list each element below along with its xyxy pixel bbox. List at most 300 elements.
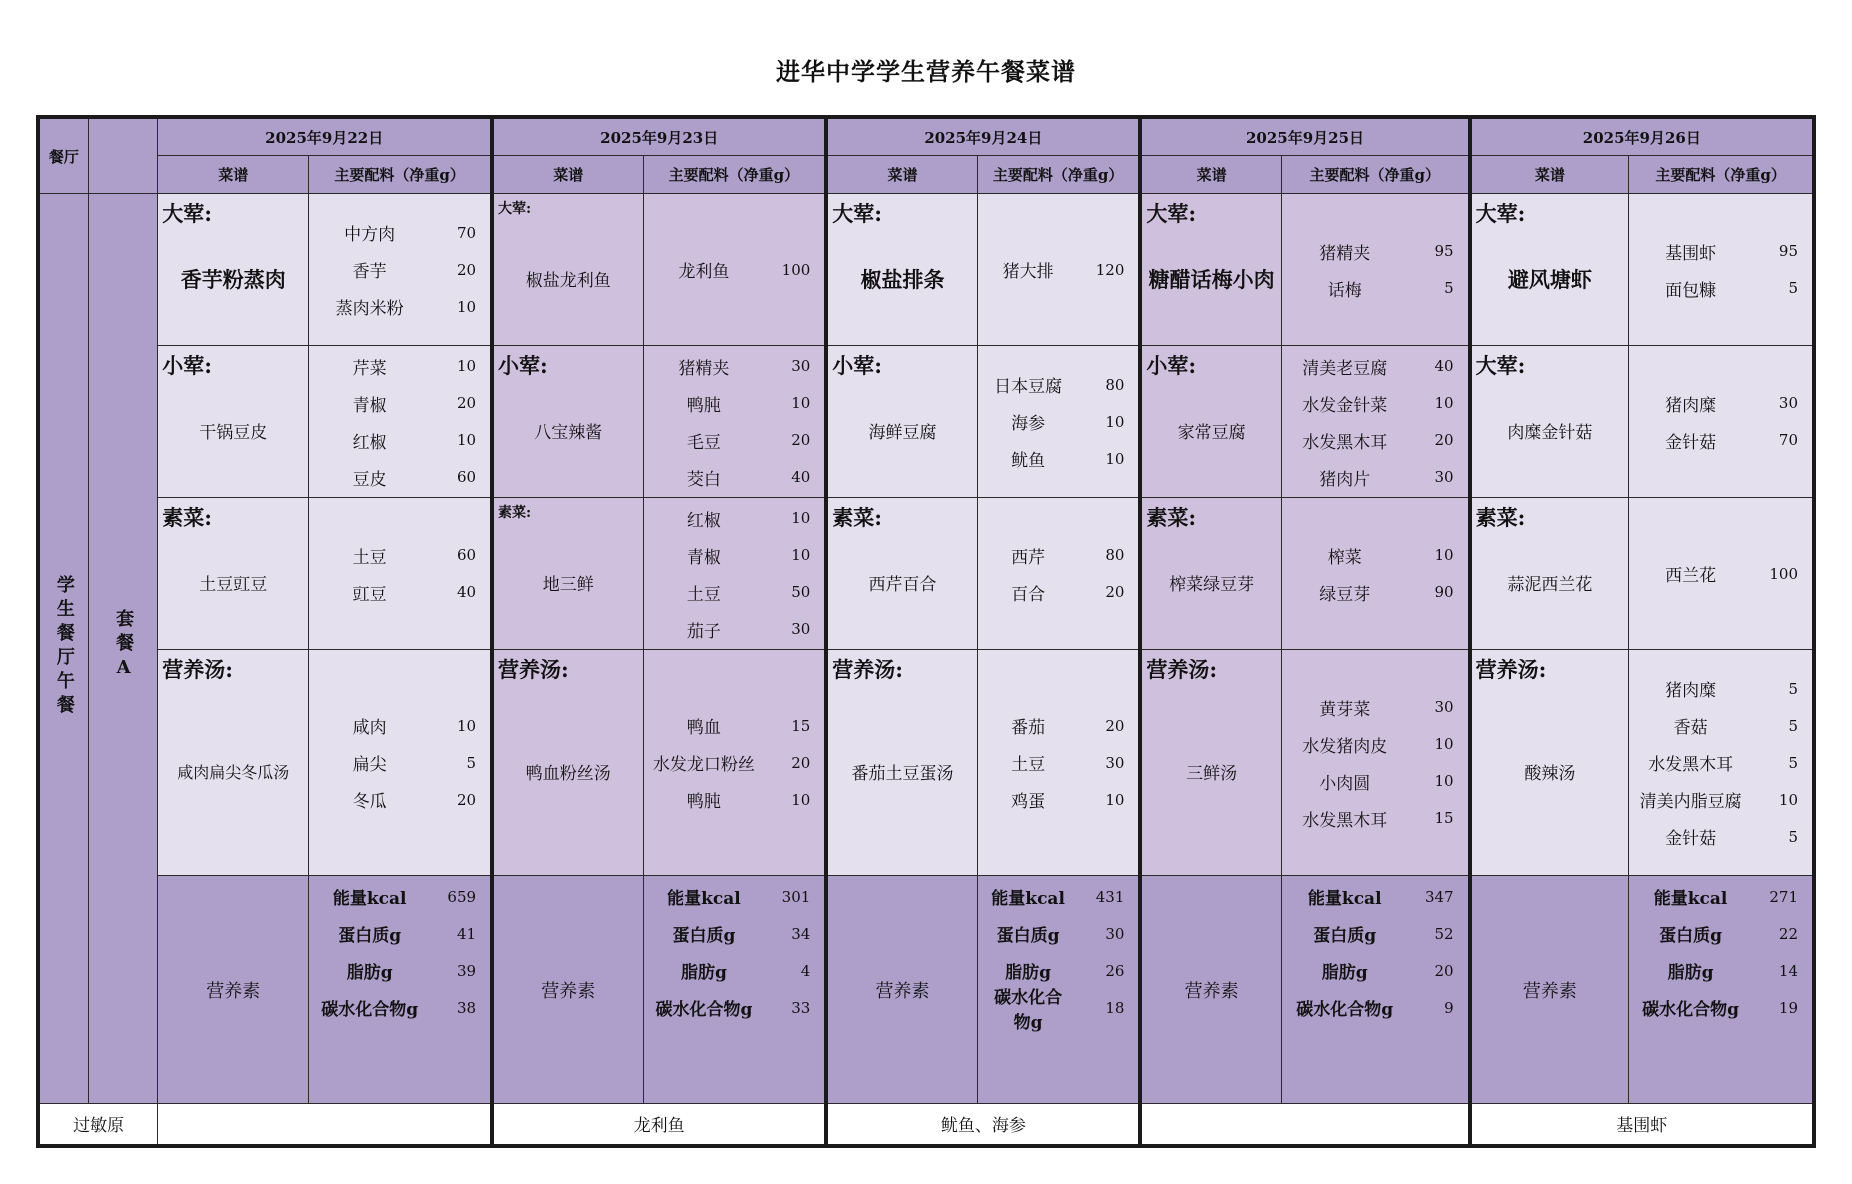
ingredient-name: 豇豆 (352, 584, 387, 605)
dish-cell (1140, 498, 1281, 650)
ingredient-name: 猪大排 (1002, 262, 1054, 282)
dish-category: 小荤: (162, 353, 213, 378)
ingredient-weight: 60 (456, 546, 477, 564)
dish-name: 榨菜绿豆芽 (1169, 575, 1255, 595)
nutrition-cell (643, 876, 826, 1104)
ingredient-cell (977, 194, 1140, 346)
ingredient-weight: 30 (791, 620, 811, 638)
allergen-value: 鱿鱼、海参 (826, 1104, 1140, 1146)
ingredient-row (1629, 270, 1812, 307)
nutrient-row (644, 878, 825, 915)
ingredient-list (1629, 233, 1812, 307)
nutrient-name: 脂肪g (1005, 963, 1052, 983)
ingredient-name: 猪精夹 (678, 358, 730, 379)
ingredient-weight: 15 (791, 716, 811, 735)
ingredient-name: 毛豆 (686, 432, 721, 453)
dish-category: 小荤: (832, 353, 883, 378)
nutrient-row (1629, 878, 1812, 915)
nutrient-row (1282, 989, 1468, 1026)
ingredient-name: 鸡蛋 (1011, 792, 1046, 812)
ingredient-name: 鸭血 (686, 718, 721, 738)
ingredient-row (644, 348, 825, 385)
dish-name: 香芋粉蒸肉 (180, 266, 286, 292)
ingredient-weight: 10 (791, 509, 811, 527)
dish-cell (1470, 498, 1629, 650)
ingredient-list (1282, 689, 1468, 837)
dish-name: 避风塘虾 (1507, 266, 1592, 292)
ingredient-weight: 5 (1788, 716, 1798, 735)
ingredient-col-header: 主要配料（净重g） (977, 156, 1140, 194)
nutrient-value: 30 (1105, 924, 1125, 943)
dish-category: 营养汤: (162, 657, 234, 682)
nutrient-label: 营养素 (158, 876, 309, 1104)
ingredient-name: 百合 (1011, 584, 1046, 605)
ingredient-row (1629, 385, 1812, 422)
ingredient-weight: 5 (466, 753, 477, 772)
ingredient-name: 清美老豆腐 (1302, 358, 1388, 379)
nutrient-value: 39 (456, 961, 477, 980)
ingredient-col-header: 主要配料（净重g） (309, 156, 492, 194)
ingredient-row (644, 744, 825, 781)
ingredient-weight: 20 (456, 260, 477, 279)
ingredient-name: 番茄 (1011, 718, 1046, 738)
ingredient-row (309, 288, 490, 325)
dish-category: 大荤: (1475, 201, 1526, 226)
ingredient-weight: 10 (1434, 772, 1454, 790)
dish-name: 鸭血粉丝汤 (525, 764, 611, 784)
ingredient-row (978, 707, 1139, 744)
ingredient-weight: 20 (1105, 716, 1125, 735)
menu-col-header: 菜谱 (1140, 156, 1281, 194)
dish-cell (492, 498, 643, 650)
ingredient-col-header: 主要配料（净重g） (643, 156, 826, 194)
nutrient-name: 能量kcal (332, 889, 407, 909)
dish-name: 家常豆腐 (1177, 423, 1246, 443)
nutrient-name: 碳水化合物g (1642, 1000, 1740, 1020)
nutrient-value: 22 (1778, 924, 1798, 943)
ingredient-row (1282, 800, 1468, 837)
ingredient-row (1282, 763, 1468, 800)
ingredient-name: 面包糠 (1665, 280, 1717, 301)
dish-category: 营养汤: (1475, 657, 1547, 682)
ingredient-weight: 10 (1778, 790, 1798, 809)
dish-cell (1140, 650, 1281, 876)
ingredient-weight: 95 (1434, 242, 1454, 260)
ingredient-list (1629, 385, 1812, 459)
nutrient-name: 脂肪g (1667, 963, 1714, 983)
ingredient-weight: 5 (1788, 753, 1798, 772)
date-header: 2025年9月24日 (826, 117, 1140, 156)
ingredient-row (644, 459, 825, 496)
dish-name: 番茄土豆蛋汤 (851, 764, 954, 784)
ingredient-weight: 5 (1788, 279, 1798, 297)
ingredient-weight: 20 (1105, 583, 1125, 601)
dish-name: 肉糜金针菇 (1507, 423, 1593, 443)
nutrient-name: 蛋白质g (996, 926, 1060, 946)
dish-category: 素菜: (498, 505, 532, 521)
ingredient-weight: 20 (456, 394, 477, 412)
nutrient-name: 脂肪g (1321, 963, 1368, 983)
nutrition-list (644, 876, 825, 1026)
nutrient-name: 能量kcal (991, 889, 1065, 909)
ingredient-weight: 30 (1434, 468, 1454, 486)
ingredient-weight: 10 (1105, 412, 1125, 431)
ingredient-name: 鸭肫 (686, 792, 721, 812)
canteen-header: 餐厅 (38, 117, 88, 194)
ingredient-list (1282, 537, 1468, 611)
dish-cell (826, 650, 977, 876)
ingredient-row (1282, 689, 1468, 726)
ingredient-row (1282, 270, 1468, 307)
ingredient-name: 土豆 (686, 584, 721, 605)
ingredient-name: 茄子 (686, 621, 721, 642)
nutrient-value: 659 (447, 887, 477, 906)
ingredient-name: 西芹 (1011, 547, 1046, 568)
nutrient-value: 41 (456, 924, 477, 943)
ingredient-name: 清美内脂豆腐 (1639, 792, 1742, 812)
allergen-value (1140, 1104, 1469, 1146)
ingredient-name: 绿豆芽 (1319, 584, 1371, 605)
ingredient-list (644, 251, 825, 288)
ingredient-row (309, 744, 490, 781)
nutrient-label: 营养素 (826, 876, 977, 1104)
ingredient-weight: 10 (456, 357, 477, 375)
set-label (88, 194, 157, 1104)
nutrient-name: 能量kcal (1653, 889, 1728, 909)
ingredient-cell (977, 498, 1140, 650)
ingredient-row (644, 611, 825, 648)
ingredient-row (1629, 555, 1812, 592)
ingredient-row (309, 251, 490, 288)
dish-category: 素菜: (832, 505, 883, 530)
ingredient-row (309, 574, 490, 611)
nutrition-cell (309, 876, 492, 1104)
nutrient-row (1282, 915, 1468, 952)
dish-cell (492, 194, 643, 346)
ingredient-weight: 80 (1105, 375, 1125, 394)
allergen-value: 基围虾 (1470, 1104, 1814, 1146)
ingredient-row (1282, 574, 1468, 611)
ingredient-weight: 120 (1095, 260, 1125, 279)
ingredient-row (978, 574, 1139, 611)
ingredient-cell (643, 650, 826, 876)
allergen-value (158, 1104, 492, 1146)
dish-cell (1470, 650, 1629, 876)
nutrient-row (1629, 989, 1812, 1026)
nutrient-row (644, 952, 825, 989)
dish-name: 糖醋话梅小肉 (1148, 266, 1275, 292)
ingredient-row (309, 537, 490, 574)
ingredient-row (644, 707, 825, 744)
dish-category: 素菜: (1475, 505, 1526, 530)
ingredient-row (1282, 385, 1468, 422)
nutrient-row (1282, 878, 1468, 915)
nutrient-label: 营养素 (492, 876, 643, 1104)
ingredient-weight: 5 (1788, 827, 1798, 846)
ingredient-weight: 40 (1434, 357, 1454, 375)
ingredient-weight: 10 (791, 546, 811, 564)
ingredient-weight: 20 (791, 753, 811, 772)
ingredient-weight: 10 (1105, 449, 1125, 468)
date-header: 2025年9月26日 (1470, 117, 1814, 156)
ingredient-name: 榨菜 (1327, 547, 1362, 568)
dish-category: 营养汤: (498, 657, 569, 682)
ingredient-col-header: 主要配料（净重g） (1281, 156, 1469, 194)
ingredient-cell (643, 498, 826, 650)
nutrient-row (309, 952, 490, 989)
ingredient-weight: 95 (1778, 242, 1798, 260)
nutrient-label: 营养素 (1470, 876, 1629, 1104)
nutrition-list (309, 876, 490, 1026)
ingredient-name: 青椒 (352, 395, 387, 416)
nutrient-name: 碳水化合物g (321, 1000, 419, 1020)
ingredient-name: 扁尖 (352, 755, 387, 775)
ingredient-weight: 30 (1778, 394, 1798, 412)
ingredient-row (1282, 537, 1468, 574)
ingredient-row (1629, 818, 1812, 855)
dish-category: 大荤: (1146, 201, 1197, 226)
ingredient-name: 话梅 (1327, 280, 1362, 301)
ingredient-weight: 60 (456, 468, 477, 486)
ingredient-cell (977, 346, 1140, 498)
ingredient-cell (1281, 650, 1469, 876)
ingredient-weight: 30 (1434, 698, 1454, 716)
nutrient-value: 33 (791, 998, 811, 1017)
ingredient-name: 猪精夹 (1319, 243, 1371, 264)
ingredient-cell (1629, 498, 1814, 650)
dish-category: 小荤: (498, 353, 548, 378)
ingredient-weight: 70 (1778, 431, 1798, 449)
ingredient-name: 土豆 (352, 547, 387, 568)
nutrient-row (309, 915, 490, 952)
ingredient-name: 水发黑木耳 (1648, 755, 1734, 775)
ingredient-cell (977, 650, 1140, 876)
nutrient-value: 271 (1769, 887, 1798, 906)
ingredient-name: 海参 (1011, 414, 1046, 434)
ingredient-list (309, 214, 490, 325)
ingredient-weight: 15 (1434, 809, 1454, 827)
ingredient-name: 西兰花 (1665, 566, 1717, 586)
ingredient-weight: 20 (456, 790, 477, 809)
ingredient-row (644, 422, 825, 459)
ingredient-name: 中方肉 (344, 225, 396, 245)
nutrition-cell (1629, 876, 1814, 1104)
dish-category: 大荤: (832, 201, 883, 226)
ingredient-name: 茭白 (686, 469, 721, 490)
ingredient-name: 基围虾 (1665, 243, 1717, 264)
dish-name: 三鲜汤 (1186, 764, 1238, 784)
ingredient-row (309, 422, 490, 459)
ingredient-row (1629, 781, 1812, 818)
ingredient-row (309, 459, 490, 496)
ingredient-row (978, 440, 1139, 477)
nutrient-name: 脂肪g (680, 963, 727, 983)
ingredient-name: 冬瓜 (352, 792, 387, 812)
ingredient-weight: 90 (1434, 583, 1454, 601)
nutrient-row (978, 915, 1139, 952)
section-label (38, 194, 88, 1104)
ingredient-weight: 100 (781, 260, 811, 279)
ingredient-row (309, 707, 490, 744)
dish-cell (1140, 194, 1281, 346)
ingredient-row (978, 251, 1139, 288)
nutrient-row (644, 915, 825, 952)
dish-cell (826, 498, 977, 650)
dish-category: 小荤: (1146, 353, 1197, 378)
menu-col-header: 菜谱 (492, 156, 643, 194)
ingredient-weight: 10 (1105, 790, 1125, 809)
ingredient-row (978, 403, 1139, 440)
ingredient-row (1629, 670, 1812, 707)
section-label-text: 学生餐厅午餐 (53, 574, 75, 719)
ingredient-row (1282, 726, 1468, 763)
dish-name: 海鲜豆腐 (868, 423, 937, 443)
dish-category: 大荤: (498, 201, 532, 217)
nutrient-row (1629, 952, 1812, 989)
ingredient-weight: 5 (1788, 679, 1798, 698)
nutrient-value: 301 (781, 887, 811, 906)
ingredient-row (1629, 744, 1812, 781)
ingredient-name: 金针菇 (1665, 432, 1717, 453)
ingredient-row (1282, 459, 1468, 496)
dish-cell (158, 498, 309, 650)
nutrient-name: 能量kcal (667, 889, 741, 909)
ingredient-weight: 30 (791, 357, 811, 375)
ingredient-list (1282, 348, 1468, 496)
nutrient-value: 52 (1434, 924, 1454, 943)
ingredient-cell (1281, 194, 1469, 346)
ingredient-weight: 10 (456, 716, 477, 735)
ingredient-row (309, 348, 490, 385)
ingredient-row (1629, 233, 1812, 270)
ingredient-row (978, 366, 1139, 403)
ingredient-cell (309, 194, 492, 346)
ingredient-row (1282, 348, 1468, 385)
ingredient-name: 猪肉糜 (1665, 681, 1717, 701)
ingredient-cell (1629, 194, 1814, 346)
allergen-value: 龙利鱼 (492, 1104, 826, 1146)
ingredient-cell (643, 346, 826, 498)
nutrition-cell (977, 876, 1140, 1104)
ingredient-list (644, 348, 825, 496)
nutrient-name: 能量kcal (1307, 889, 1382, 909)
dish-name: 咸肉扁尖冬瓜汤 (177, 763, 290, 782)
ingredient-name: 青椒 (686, 547, 721, 568)
ingredient-list (644, 707, 825, 818)
ingredient-row (1282, 422, 1468, 459)
dish-cell (492, 650, 643, 876)
ingredient-row (978, 537, 1139, 574)
ingredient-row (644, 574, 825, 611)
ingredient-list (978, 707, 1139, 818)
dish-name: 八宝辣酱 (534, 423, 603, 443)
dish-cell (826, 346, 977, 498)
ingredient-weight: 10 (791, 790, 811, 809)
ingredient-list (978, 251, 1139, 288)
menu-col-header: 菜谱 (826, 156, 977, 194)
ingredient-row (1629, 707, 1812, 744)
ingredient-list (644, 500, 825, 648)
ingredient-weight: 40 (456, 583, 477, 601)
nutrient-label: 营养素 (1140, 876, 1281, 1104)
ingredient-row (309, 214, 490, 251)
nutrient-value: 347 (1424, 887, 1454, 906)
nutrient-name: 碳水化合物g (655, 1000, 753, 1020)
nutrient-value: 431 (1095, 887, 1125, 906)
ingredient-row (1282, 233, 1468, 270)
ingredient-name: 水发黑木耳 (1302, 810, 1388, 831)
ingredient-name: 蒸肉米粉 (335, 299, 404, 319)
ingredient-col-header: 主要配料（净重g） (1629, 156, 1814, 194)
menu-col-header: 菜谱 (158, 156, 309, 194)
nutrient-row (978, 878, 1139, 915)
allergen-label: 过敏原 (38, 1104, 158, 1146)
nutrient-name: 蛋白质g (1659, 926, 1723, 946)
ingredient-cell (1629, 650, 1814, 876)
nutrient-row (978, 987, 1139, 1033)
page-title: 进华中学学生营养午餐菜谱 (776, 57, 1076, 86)
set-label-text: 套餐A (113, 609, 135, 684)
nutrient-name: 脂肪g (346, 963, 393, 983)
nutrient-value: 9 (1444, 998, 1454, 1017)
nutrient-value: 14 (1778, 961, 1798, 980)
ingredient-weight: 100 (1769, 564, 1798, 583)
dish-category: 素菜: (162, 505, 213, 530)
ingredient-name: 水发金针菜 (1302, 395, 1388, 416)
dish-cell (158, 194, 309, 346)
nutrient-name: 碳水化合物g (1296, 1000, 1394, 1020)
ingredient-name: 芹菜 (352, 358, 387, 379)
nutrient-value: 34 (791, 924, 811, 943)
dish-category: 营养汤: (1146, 657, 1218, 682)
dish-name: 地三鲜 (542, 575, 594, 595)
dish-name: 土豆豇豆 (199, 575, 268, 595)
nutrition-list (1629, 876, 1812, 1026)
ingredient-weight: 70 (456, 223, 477, 242)
ingredient-cell (309, 346, 492, 498)
ingredient-name: 水发猪肉皮 (1302, 736, 1388, 757)
dish-name: 蒜泥西兰花 (1507, 575, 1593, 595)
ingredient-name: 猪肉糜 (1665, 395, 1717, 416)
ingredient-name: 鱿鱼 (1011, 451, 1046, 471)
ingredient-name: 金针菇 (1665, 829, 1717, 849)
ingredient-list (309, 348, 490, 496)
dish-name: 西芹百合 (868, 575, 937, 595)
ingredient-cell (643, 194, 826, 346)
ingredient-name: 黄芽菜 (1319, 699, 1371, 720)
nutrient-name: 碳水化合物g (994, 987, 1063, 1033)
nutrient-value: 4 (800, 961, 811, 980)
nutrition-list (1282, 876, 1468, 1026)
ingredient-list (1629, 555, 1812, 592)
dish-cell (826, 194, 977, 346)
ingredient-row (644, 537, 825, 574)
ingredient-list (1629, 670, 1812, 855)
ingredient-weight: 10 (1434, 394, 1454, 412)
ingredient-cell (1629, 346, 1814, 498)
dish-name: 干锅豆皮 (199, 423, 268, 443)
dish-name: 椒盐龙利鱼 (525, 271, 611, 291)
ingredient-row (978, 781, 1139, 818)
nutrient-value: 20 (1434, 961, 1454, 980)
ingredient-row (978, 744, 1139, 781)
nutrient-row (644, 989, 825, 1026)
nutrition-list (978, 876, 1139, 1033)
ingredient-list (309, 707, 490, 818)
ingredient-weight: 10 (456, 431, 477, 449)
ingredient-name: 鸭肫 (686, 395, 721, 416)
nutrition-cell (1281, 876, 1469, 1104)
